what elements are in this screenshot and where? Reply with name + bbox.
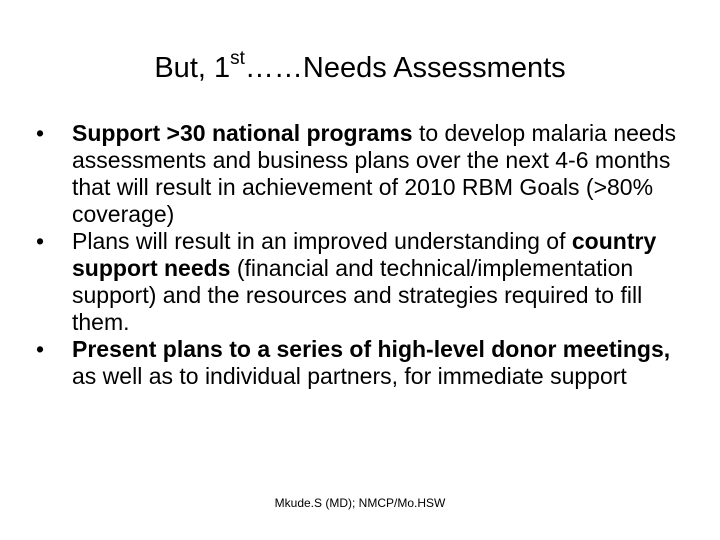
bullet-bold-text: Present plans to a series of high-level donor meetings, (72, 336, 671, 362)
bullet-text: Plans will result in an improved understanding of (72, 228, 572, 254)
title-prefix: But, 1 (154, 52, 231, 84)
bullet-item (30, 120, 690, 228)
bullet-text: as well as to individual partners, for immediate support (72, 363, 627, 389)
bullet-dot-icon: • (35, 120, 45, 146)
slide-footer: Mkude.S (MD); NMCP/Mo.HSW (274, 496, 446, 510)
bullet-dot-icon: • (35, 336, 45, 362)
bullet-bold-text: country support needs (72, 228, 657, 281)
bullet-dot-icon: • (35, 228, 45, 254)
bullet-bold-text: Support >30 national programs (72, 120, 413, 146)
bullet-item (30, 228, 690, 336)
title-suffix: ……Needs Assessments (244, 52, 566, 84)
bullet-text: (financial and technical/implementation support) and the resources and strategies required to fill them. (72, 255, 643, 335)
title-superscript: st (230, 48, 245, 70)
bullet-item (30, 336, 690, 390)
slide-title (0, 48, 720, 88)
bullet-text: to develop malaria needs assessments and business plans over the next 4-6 months that will result in achievement of 2010 RBM Goals (>80% coverage) (72, 120, 676, 227)
bullet-list (30, 120, 690, 390)
